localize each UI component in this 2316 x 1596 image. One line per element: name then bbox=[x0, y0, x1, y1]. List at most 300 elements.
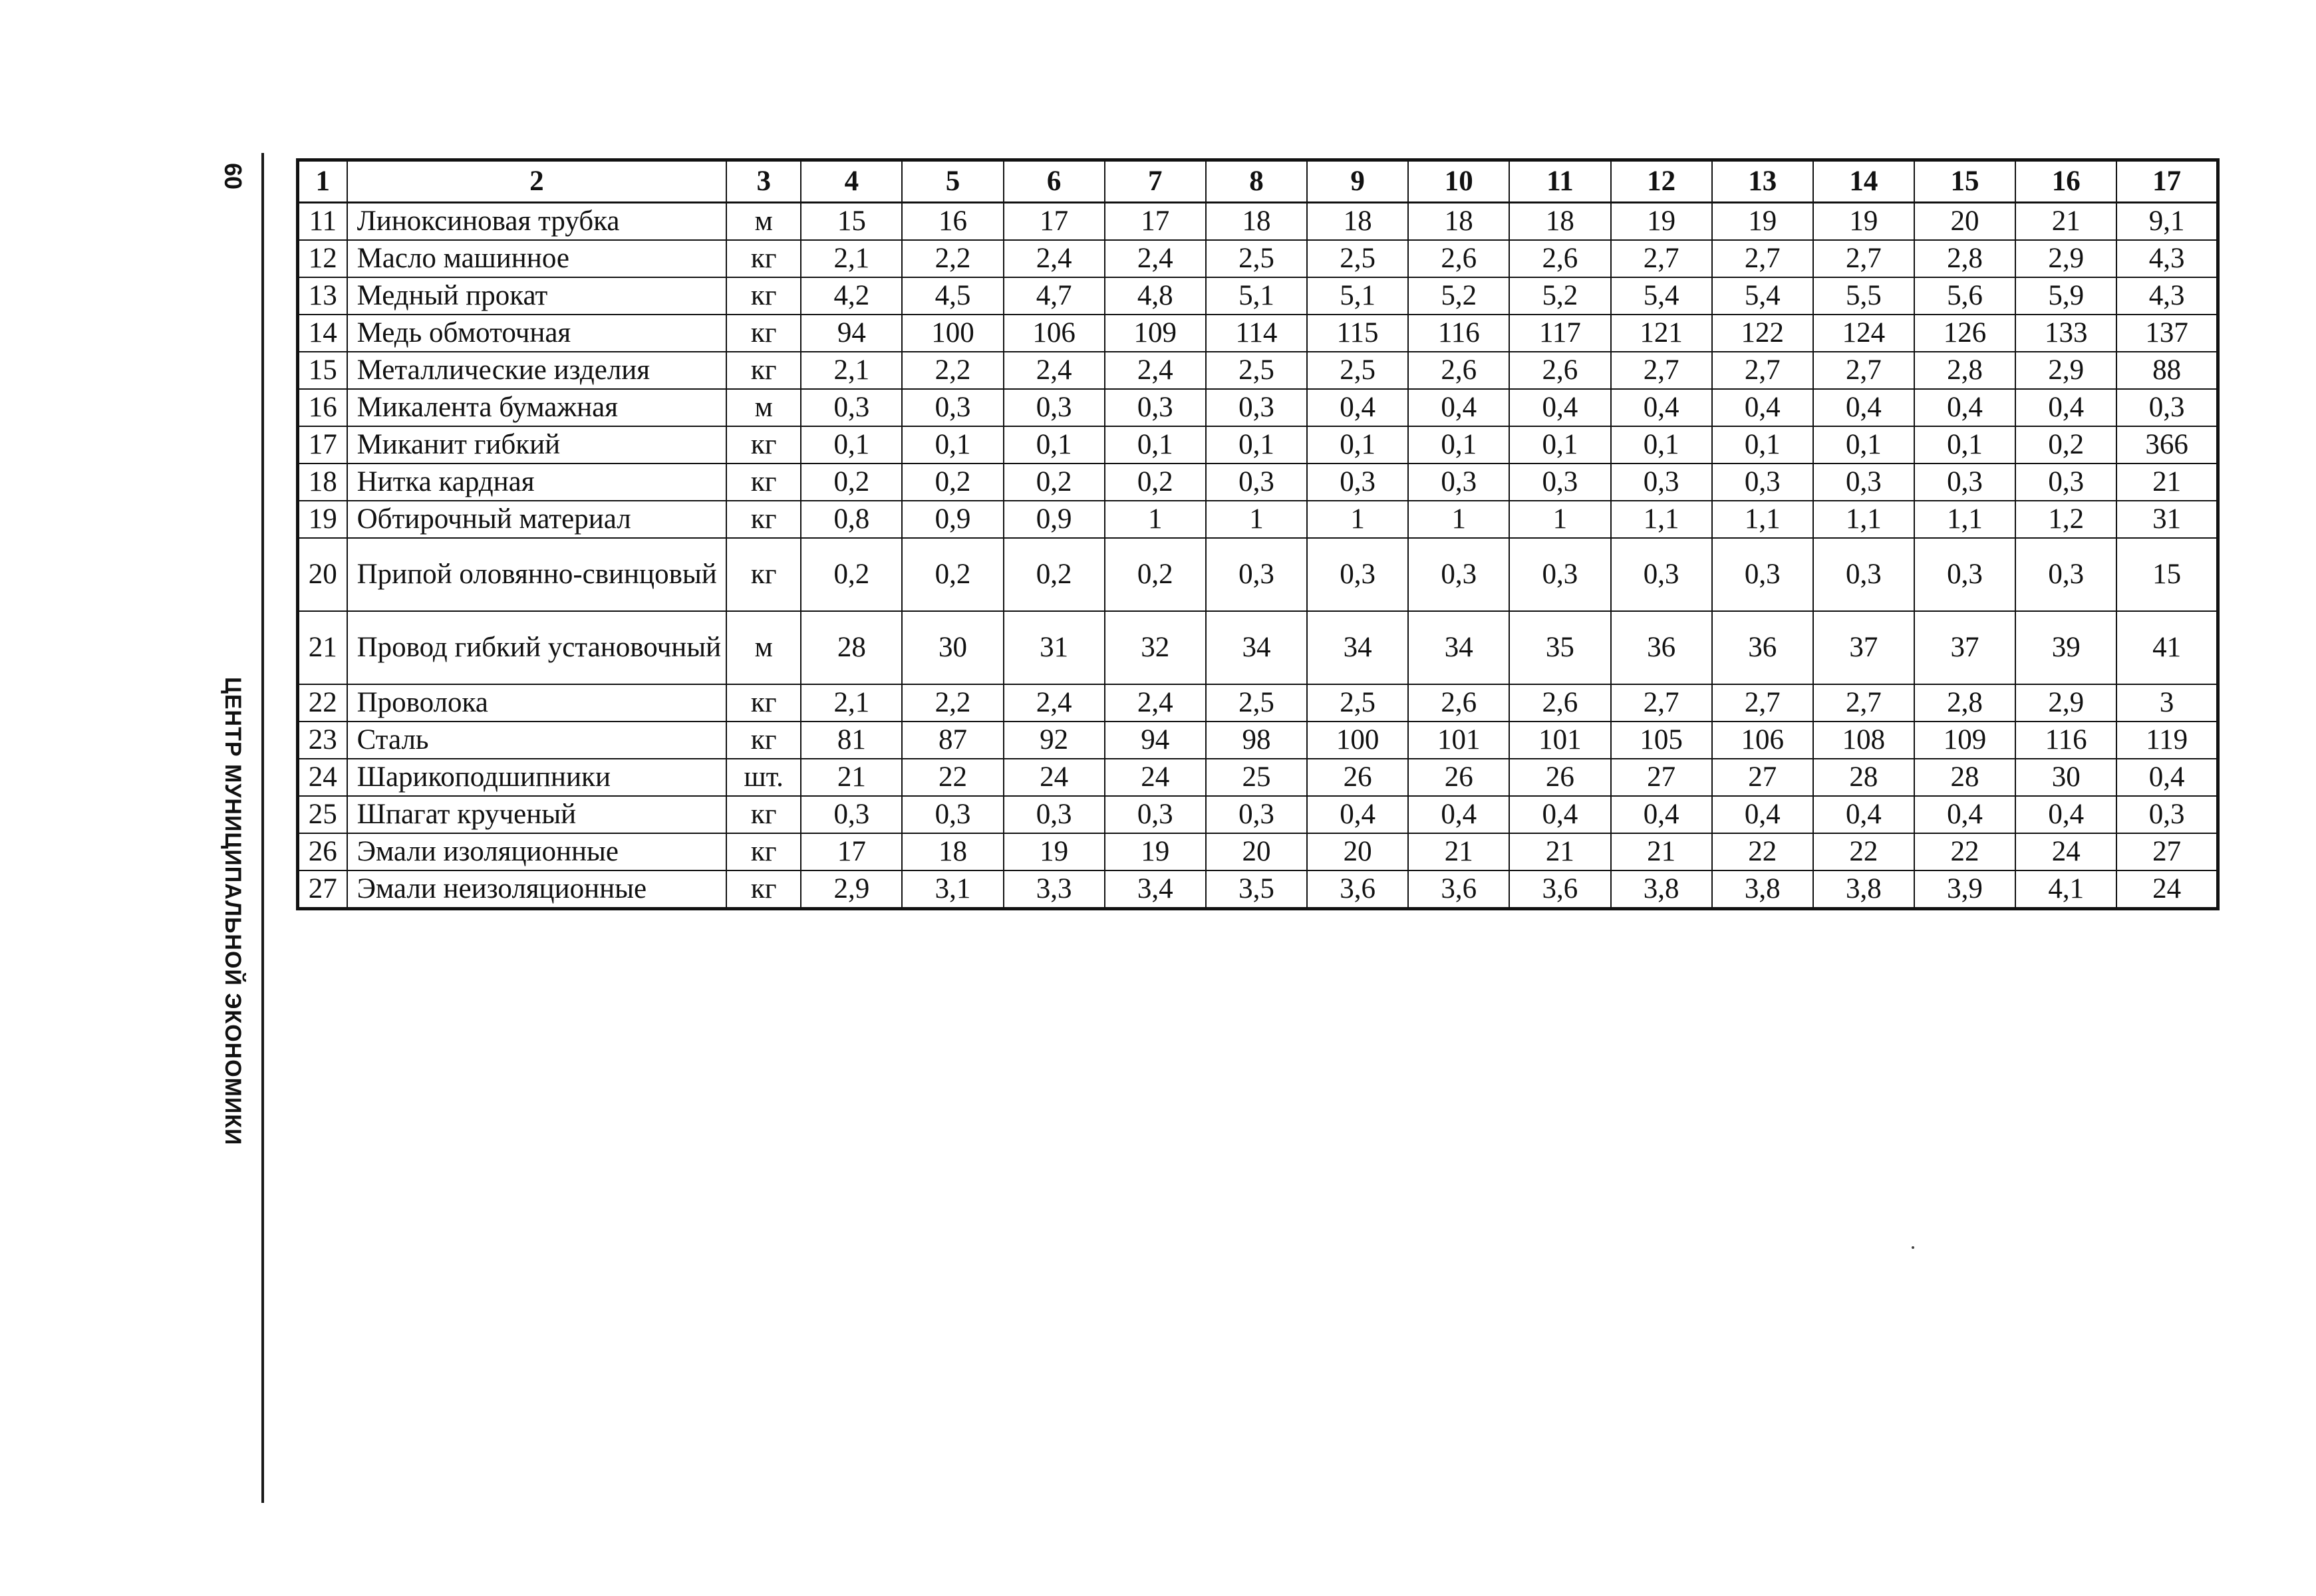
value-cell: 16 bbox=[902, 203, 1003, 241]
value-cell: 21 bbox=[1611, 833, 1712, 870]
value-cell: 9,1 bbox=[2116, 203, 2218, 241]
unit-cell: м bbox=[726, 203, 801, 241]
table-row bbox=[298, 538, 2218, 611]
value-cell: 0,3 bbox=[1712, 464, 1813, 501]
value-cell: 2,1 bbox=[801, 352, 902, 389]
value-cell: 5,2 bbox=[1408, 277, 1509, 315]
value-cell: 0,1 bbox=[1914, 426, 2015, 464]
row-number-cell: 20 bbox=[298, 538, 347, 611]
table-row bbox=[298, 389, 2218, 426]
value-cell: 124 bbox=[1813, 315, 1914, 352]
value-cell: 2,1 bbox=[801, 240, 902, 277]
value-cell: 2,5 bbox=[1206, 352, 1307, 389]
materials-table bbox=[296, 158, 2220, 910]
unit-cell: кг bbox=[726, 684, 801, 722]
column-header-5: 5 bbox=[902, 160, 1003, 203]
value-cell: 26 bbox=[1408, 759, 1509, 796]
value-cell: 0,4 bbox=[2116, 759, 2218, 796]
value-cell: 2,7 bbox=[1813, 240, 1914, 277]
value-cell: 2,4 bbox=[1004, 240, 1105, 277]
value-cell: 0,3 bbox=[1206, 796, 1307, 833]
value-cell: 0,4 bbox=[1509, 389, 1610, 426]
value-cell: 37 bbox=[1914, 611, 2015, 684]
value-cell: 3,3 bbox=[1004, 870, 1105, 909]
value-cell: 41 bbox=[2116, 611, 2218, 684]
column-header-17: 17 bbox=[2116, 160, 2218, 203]
value-cell: 2,7 bbox=[1611, 240, 1712, 277]
value-cell: 0,3 bbox=[1307, 538, 1408, 611]
value-cell: 0,3 bbox=[1408, 538, 1509, 611]
value-cell: 2,5 bbox=[1206, 684, 1307, 722]
value-cell: 36 bbox=[1611, 611, 1712, 684]
value-cell: 0,3 bbox=[1813, 464, 1914, 501]
table-row bbox=[298, 684, 2218, 722]
value-cell: 2,8 bbox=[1914, 684, 2015, 722]
value-cell: 3,8 bbox=[1813, 870, 1914, 909]
unit-cell: кг bbox=[726, 870, 801, 909]
value-cell: 0,3 bbox=[2015, 538, 2116, 611]
stray-mark bbox=[1912, 1246, 1914, 1249]
value-cell: 3,6 bbox=[1509, 870, 1610, 909]
column-header-15: 15 bbox=[1914, 160, 2015, 203]
row-number-cell: 17 bbox=[298, 426, 347, 464]
value-cell: 3,4 bbox=[1105, 870, 1206, 909]
value-cell: 87 bbox=[902, 722, 1003, 759]
value-cell: 18 bbox=[1408, 203, 1509, 241]
value-cell: 0,3 bbox=[1611, 538, 1712, 611]
value-cell: 0,1 bbox=[1611, 426, 1712, 464]
unit-cell: кг bbox=[726, 796, 801, 833]
value-cell: 19 bbox=[1813, 203, 1914, 241]
value-cell: 2,5 bbox=[1307, 684, 1408, 722]
value-cell: 2,7 bbox=[1813, 352, 1914, 389]
value-cell: 3,8 bbox=[1712, 870, 1813, 909]
value-cell: 0,4 bbox=[1408, 389, 1509, 426]
value-cell: 0,3 bbox=[1712, 538, 1813, 611]
value-cell: 24 bbox=[1004, 759, 1105, 796]
value-cell: 2,2 bbox=[902, 352, 1003, 389]
value-cell: 0,4 bbox=[2015, 389, 2116, 426]
value-cell: 17 bbox=[1105, 203, 1206, 241]
material-name-cell: Нитка кардная bbox=[347, 464, 727, 501]
value-cell: 0,3 bbox=[1004, 796, 1105, 833]
row-number-cell: 26 bbox=[298, 833, 347, 870]
value-cell: 27 bbox=[2116, 833, 2218, 870]
value-cell: 26 bbox=[1509, 759, 1610, 796]
material-name-cell: Микалента бумажная bbox=[347, 389, 727, 426]
value-cell: 0,4 bbox=[1408, 796, 1509, 833]
value-cell: 22 bbox=[1712, 833, 1813, 870]
value-cell: 0,2 bbox=[902, 538, 1003, 611]
page-number: 60 bbox=[219, 162, 247, 190]
value-cell: 0,1 bbox=[1813, 426, 1914, 464]
material-name-cell: Медь обмоточная bbox=[347, 315, 727, 352]
material-name-cell: Металлические изделия bbox=[347, 352, 727, 389]
value-cell: 0,2 bbox=[1004, 538, 1105, 611]
value-cell: 0,4 bbox=[1509, 796, 1610, 833]
column-header-6: 6 bbox=[1004, 160, 1105, 203]
value-cell: 22 bbox=[1914, 833, 2015, 870]
material-name-cell: Эмали изоляционные bbox=[347, 833, 727, 870]
value-cell: 0,3 bbox=[801, 796, 902, 833]
value-cell: 116 bbox=[2015, 722, 2116, 759]
material-name-cell: Сталь bbox=[347, 722, 727, 759]
row-number-cell: 18 bbox=[298, 464, 347, 501]
value-cell: 0,2 bbox=[801, 538, 902, 611]
value-cell: 0,3 bbox=[1509, 538, 1610, 611]
value-cell: 0,3 bbox=[1206, 538, 1307, 611]
side-header bbox=[210, 153, 256, 1503]
unit-cell: кг bbox=[726, 722, 801, 759]
table-row bbox=[298, 870, 2218, 909]
value-cell: 1,1 bbox=[1813, 501, 1914, 538]
table-row bbox=[298, 722, 2218, 759]
value-cell: 5,9 bbox=[2015, 277, 2116, 315]
material-name-cell: Масло машинное bbox=[347, 240, 727, 277]
value-cell: 1,1 bbox=[1712, 501, 1813, 538]
column-header-13: 13 bbox=[1712, 160, 1813, 203]
unit-cell: кг bbox=[726, 833, 801, 870]
value-cell: 2,7 bbox=[1813, 684, 1914, 722]
value-cell: 0,4 bbox=[1712, 389, 1813, 426]
value-cell: 0,1 bbox=[902, 426, 1003, 464]
material-name-cell: Проволока bbox=[347, 684, 727, 722]
value-cell: 4,3 bbox=[2116, 240, 2218, 277]
column-header-1: 1 bbox=[298, 160, 347, 203]
table-header-row bbox=[298, 160, 2218, 203]
value-cell: 5,5 bbox=[1813, 277, 1914, 315]
side-rule bbox=[261, 153, 264, 1503]
value-cell: 0,3 bbox=[1914, 464, 2015, 501]
value-cell: 109 bbox=[1914, 722, 2015, 759]
value-cell: 2,2 bbox=[902, 684, 1003, 722]
column-header-2: 2 bbox=[347, 160, 727, 203]
row-number-cell: 19 bbox=[298, 501, 347, 538]
value-cell: 2,9 bbox=[2015, 240, 2116, 277]
table-row bbox=[298, 833, 2218, 870]
value-cell: 88 bbox=[2116, 352, 2218, 389]
value-cell: 2,5 bbox=[1307, 240, 1408, 277]
value-cell: 24 bbox=[2015, 833, 2116, 870]
value-cell: 0,2 bbox=[801, 464, 902, 501]
value-cell: 5,1 bbox=[1307, 277, 1408, 315]
unit-cell: кг bbox=[726, 352, 801, 389]
value-cell: 117 bbox=[1509, 315, 1610, 352]
value-cell: 0,2 bbox=[902, 464, 1003, 501]
value-cell: 0,1 bbox=[801, 426, 902, 464]
column-header-3: 3 bbox=[726, 160, 801, 203]
table-row bbox=[298, 464, 2218, 501]
value-cell: 26 bbox=[1307, 759, 1408, 796]
value-cell: 3,6 bbox=[1408, 870, 1509, 909]
value-cell: 27 bbox=[1712, 759, 1813, 796]
value-cell: 27 bbox=[1611, 759, 1712, 796]
value-cell: 92 bbox=[1004, 722, 1105, 759]
material-name-cell: Миканит гибкий bbox=[347, 426, 727, 464]
value-cell: 20 bbox=[1206, 833, 1307, 870]
value-cell: 106 bbox=[1712, 722, 1813, 759]
value-cell: 366 bbox=[2116, 426, 2218, 464]
value-cell: 1 bbox=[1105, 501, 1206, 538]
value-cell: 114 bbox=[1206, 315, 1307, 352]
column-header-9: 9 bbox=[1307, 160, 1408, 203]
table-body bbox=[298, 203, 2218, 909]
value-cell: 106 bbox=[1004, 315, 1105, 352]
value-cell: 22 bbox=[1813, 833, 1914, 870]
value-cell: 2,6 bbox=[1408, 352, 1509, 389]
value-cell: 0,3 bbox=[1813, 538, 1914, 611]
value-cell: 4,2 bbox=[801, 277, 902, 315]
value-cell: 39 bbox=[2015, 611, 2116, 684]
unit-cell: кг bbox=[726, 426, 801, 464]
material-name-cell: Шпагат крученый bbox=[347, 796, 727, 833]
value-cell: 2,1 bbox=[801, 684, 902, 722]
value-cell: 21 bbox=[2015, 203, 2116, 241]
value-cell: 2,6 bbox=[1408, 684, 1509, 722]
material-name-cell: Шарикоподшипники bbox=[347, 759, 727, 796]
value-cell: 4,8 bbox=[1105, 277, 1206, 315]
column-header-14: 14 bbox=[1813, 160, 1914, 203]
row-number-cell: 23 bbox=[298, 722, 347, 759]
value-cell: 5,4 bbox=[1611, 277, 1712, 315]
value-cell: 28 bbox=[801, 611, 902, 684]
value-cell: 0,4 bbox=[1914, 796, 2015, 833]
value-cell: 94 bbox=[801, 315, 902, 352]
unit-cell: шт. bbox=[726, 759, 801, 796]
value-cell: 34 bbox=[1408, 611, 1509, 684]
value-cell: 3,1 bbox=[902, 870, 1003, 909]
value-cell: 19 bbox=[1712, 203, 1813, 241]
value-cell: 0,4 bbox=[1813, 796, 1914, 833]
value-cell: 2,9 bbox=[2015, 684, 2116, 722]
unit-cell: кг bbox=[726, 277, 801, 315]
value-cell: 21 bbox=[2116, 464, 2218, 501]
value-cell: 0,3 bbox=[902, 389, 1003, 426]
value-cell: 28 bbox=[1813, 759, 1914, 796]
value-cell: 37 bbox=[1813, 611, 1914, 684]
value-cell: 1 bbox=[1206, 501, 1307, 538]
value-cell: 31 bbox=[2116, 501, 2218, 538]
table-row bbox=[298, 796, 2218, 833]
value-cell: 24 bbox=[2116, 870, 2218, 909]
table-row bbox=[298, 759, 2218, 796]
row-number-cell: 25 bbox=[298, 796, 347, 833]
value-cell: 2,9 bbox=[2015, 352, 2116, 389]
value-cell: 2,4 bbox=[1105, 684, 1206, 722]
row-number-cell: 12 bbox=[298, 240, 347, 277]
value-cell: 2,7 bbox=[1712, 684, 1813, 722]
table-row bbox=[298, 426, 2218, 464]
value-cell: 20 bbox=[1307, 833, 1408, 870]
value-cell: 1 bbox=[1408, 501, 1509, 538]
value-cell: 18 bbox=[1307, 203, 1408, 241]
value-cell: 1,2 bbox=[2015, 501, 2116, 538]
value-cell: 121 bbox=[1611, 315, 1712, 352]
value-cell: 0,9 bbox=[1004, 501, 1105, 538]
material-name-cell: Припой оловянно-свинцовый bbox=[347, 538, 727, 611]
value-cell: 0,1 bbox=[1712, 426, 1813, 464]
value-cell: 122 bbox=[1712, 315, 1813, 352]
value-cell: 5,1 bbox=[1206, 277, 1307, 315]
value-cell: 18 bbox=[1206, 203, 1307, 241]
value-cell: 2,9 bbox=[801, 870, 902, 909]
value-cell: 126 bbox=[1914, 315, 2015, 352]
value-cell: 28 bbox=[1914, 759, 2015, 796]
value-cell: 17 bbox=[1004, 203, 1105, 241]
value-cell: 1,1 bbox=[1914, 501, 2015, 538]
value-cell: 105 bbox=[1611, 722, 1712, 759]
material-name-cell: Линоксиновая трубка bbox=[347, 203, 727, 241]
value-cell: 2,6 bbox=[1509, 352, 1610, 389]
value-cell: 2,4 bbox=[1105, 352, 1206, 389]
value-cell: 0,2 bbox=[1105, 538, 1206, 611]
value-cell: 0,4 bbox=[1813, 389, 1914, 426]
table-row bbox=[298, 277, 2218, 315]
row-number-cell: 24 bbox=[298, 759, 347, 796]
value-cell: 0,2 bbox=[1105, 464, 1206, 501]
value-cell: 0,2 bbox=[2015, 426, 2116, 464]
value-cell: 2,8 bbox=[1914, 240, 2015, 277]
value-cell: 34 bbox=[1307, 611, 1408, 684]
row-number-cell: 16 bbox=[298, 389, 347, 426]
value-cell: 98 bbox=[1206, 722, 1307, 759]
row-number-cell: 27 bbox=[298, 870, 347, 909]
value-cell: 3,9 bbox=[1914, 870, 2015, 909]
value-cell: 4,3 bbox=[2116, 277, 2218, 315]
value-cell: 4,7 bbox=[1004, 277, 1105, 315]
value-cell: 0,1 bbox=[1004, 426, 1105, 464]
value-cell: 0,4 bbox=[1712, 796, 1813, 833]
value-cell: 3,8 bbox=[1611, 870, 1712, 909]
material-name-cell: Провод гибкий установочный bbox=[347, 611, 727, 684]
value-cell: 2,6 bbox=[1509, 684, 1610, 722]
value-cell: 0,3 bbox=[1509, 464, 1610, 501]
value-cell: 0,4 bbox=[1307, 389, 1408, 426]
table-row bbox=[298, 203, 2218, 241]
value-cell: 2,7 bbox=[1712, 352, 1813, 389]
value-cell: 0,3 bbox=[801, 389, 902, 426]
side-title: ЦЕНТР МУНИЦИПАЛЬНОЙ ЭКОНОМИКИ bbox=[220, 676, 245, 1146]
row-number-cell: 21 bbox=[298, 611, 347, 684]
value-cell: 30 bbox=[902, 611, 1003, 684]
value-cell: 81 bbox=[801, 722, 902, 759]
column-header-16: 16 bbox=[2015, 160, 2116, 203]
value-cell: 0,1 bbox=[1105, 426, 1206, 464]
value-cell: 19 bbox=[1004, 833, 1105, 870]
value-cell: 0,3 bbox=[1206, 464, 1307, 501]
value-cell: 20 bbox=[1914, 203, 2015, 241]
value-cell: 0,3 bbox=[1914, 538, 2015, 611]
value-cell: 36 bbox=[1712, 611, 1813, 684]
column-header-8: 8 bbox=[1206, 160, 1307, 203]
table-row bbox=[298, 240, 2218, 277]
value-cell: 3,5 bbox=[1206, 870, 1307, 909]
value-cell: 94 bbox=[1105, 722, 1206, 759]
value-cell: 0,4 bbox=[1611, 389, 1712, 426]
value-cell: 100 bbox=[1307, 722, 1408, 759]
value-cell: 15 bbox=[801, 203, 902, 241]
value-cell: 0,3 bbox=[1408, 464, 1509, 501]
value-cell: 15 bbox=[2116, 538, 2218, 611]
value-cell: 31 bbox=[1004, 611, 1105, 684]
value-cell: 0,1 bbox=[1307, 426, 1408, 464]
column-header-7: 7 bbox=[1105, 160, 1206, 203]
value-cell: 3 bbox=[2116, 684, 2218, 722]
value-cell: 0,3 bbox=[2015, 464, 2116, 501]
value-cell: 22 bbox=[902, 759, 1003, 796]
table-row bbox=[298, 611, 2218, 684]
value-cell: 4,5 bbox=[902, 277, 1003, 315]
value-cell: 19 bbox=[1105, 833, 1206, 870]
column-header-11: 11 bbox=[1509, 160, 1610, 203]
value-cell: 0,4 bbox=[1914, 389, 2015, 426]
value-cell: 109 bbox=[1105, 315, 1206, 352]
value-cell: 119 bbox=[2116, 722, 2218, 759]
value-cell: 32 bbox=[1105, 611, 1206, 684]
row-number-cell: 15 bbox=[298, 352, 347, 389]
column-header-12: 12 bbox=[1611, 160, 1712, 203]
value-cell: 18 bbox=[1509, 203, 1610, 241]
value-cell: 4,1 bbox=[2015, 870, 2116, 909]
value-cell: 0,9 bbox=[902, 501, 1003, 538]
value-cell: 1,1 bbox=[1611, 501, 1712, 538]
unit-cell: м bbox=[726, 389, 801, 426]
row-number-cell: 22 bbox=[298, 684, 347, 722]
value-cell: 0,4 bbox=[1307, 796, 1408, 833]
value-cell: 35 bbox=[1509, 611, 1610, 684]
value-cell: 21 bbox=[801, 759, 902, 796]
unit-cell: кг bbox=[726, 501, 801, 538]
column-header-4: 4 bbox=[801, 160, 902, 203]
value-cell: 0,3 bbox=[2116, 389, 2218, 426]
value-cell: 0,1 bbox=[1509, 426, 1610, 464]
value-cell: 1 bbox=[1509, 501, 1610, 538]
value-cell: 2,7 bbox=[1611, 352, 1712, 389]
material-name-cell: Обтирочный материал bbox=[347, 501, 727, 538]
value-cell: 0,3 bbox=[1307, 464, 1408, 501]
value-cell: 2,4 bbox=[1004, 352, 1105, 389]
table-row bbox=[298, 352, 2218, 389]
unit-cell: м bbox=[726, 611, 801, 684]
value-cell: 115 bbox=[1307, 315, 1408, 352]
value-cell: 5,6 bbox=[1914, 277, 2015, 315]
value-cell: 0,3 bbox=[1206, 389, 1307, 426]
value-cell: 34 bbox=[1206, 611, 1307, 684]
value-cell: 0,1 bbox=[1408, 426, 1509, 464]
value-cell: 137 bbox=[2116, 315, 2218, 352]
unit-cell: кг bbox=[726, 315, 801, 352]
value-cell: 116 bbox=[1408, 315, 1509, 352]
value-cell: 0,3 bbox=[1611, 464, 1712, 501]
value-cell: 24 bbox=[1105, 759, 1206, 796]
row-number-cell: 11 bbox=[298, 203, 347, 241]
value-cell: 3,6 bbox=[1307, 870, 1408, 909]
value-cell: 2,5 bbox=[1307, 352, 1408, 389]
value-cell: 101 bbox=[1408, 722, 1509, 759]
value-cell: 5,4 bbox=[1712, 277, 1813, 315]
value-cell: 2,2 bbox=[902, 240, 1003, 277]
unit-cell: кг bbox=[726, 464, 801, 501]
value-cell: 18 bbox=[902, 833, 1003, 870]
value-cell: 17 bbox=[801, 833, 902, 870]
value-cell: 100 bbox=[902, 315, 1003, 352]
value-cell: 0,3 bbox=[2116, 796, 2218, 833]
value-cell: 2,5 bbox=[1206, 240, 1307, 277]
value-cell: 0,4 bbox=[2015, 796, 2116, 833]
row-number-cell: 13 bbox=[298, 277, 347, 315]
value-cell: 21 bbox=[1408, 833, 1509, 870]
row-number-cell: 14 bbox=[298, 315, 347, 352]
